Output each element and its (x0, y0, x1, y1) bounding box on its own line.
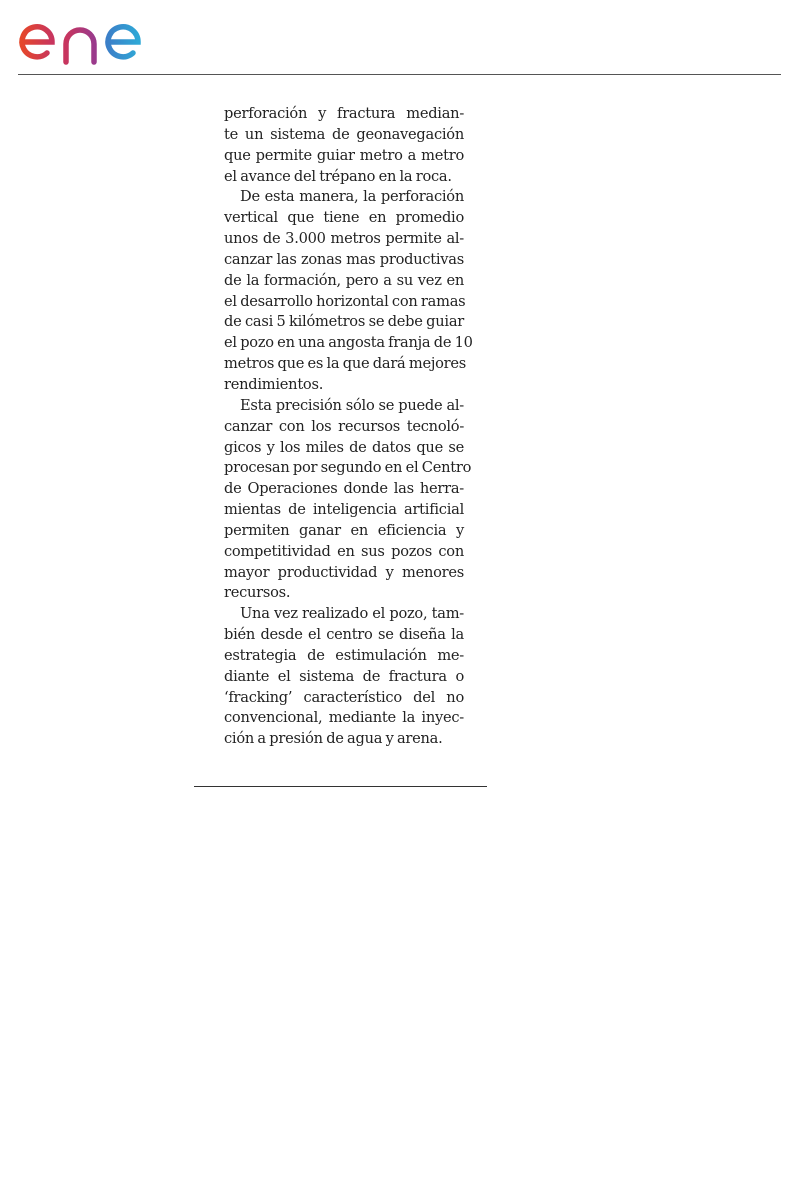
paragraph (224, 187, 473, 395)
header-divider (18, 74, 781, 75)
text-line: mientas de inteligencia artificial (224, 501, 464, 519)
text-line: de casi 5 kilómetros se debe guiar (224, 313, 464, 331)
text-line: de la formación, pero a su vez en (224, 271, 464, 289)
text-line: procesan por segundo en el Centro (224, 459, 472, 477)
enel-logo (16, 4, 182, 68)
text-line: que permite guiar metro a metro (224, 146, 464, 164)
paragraph (224, 604, 464, 750)
text-line: permiten ganar en eficiencia y (224, 521, 464, 539)
paragraph (224, 104, 464, 187)
article-column (224, 104, 473, 750)
text-line: gicos y los miles de datos que se (224, 438, 464, 456)
text-line: De esta manera, la perforación (240, 188, 464, 206)
text-line: estrategia de estimulación me- (224, 646, 464, 664)
text-line: canzar con los recursos tecnoló- (224, 417, 464, 435)
article-end-divider (194, 786, 487, 787)
paragraph (224, 396, 472, 604)
text-line: Esta precisión sólo se puede al- (240, 396, 464, 414)
text-line: competitividad en sus pozos con (224, 542, 464, 560)
text-line: rendimientos. (224, 375, 324, 393)
text-line: perforación y fractura median- (224, 105, 464, 122)
text-line: el pozo en una angosta franja de 10 (224, 334, 473, 352)
text-line: unos de 3.000 metros permite al- (224, 230, 464, 248)
text-line: bién desde el centro se diseña la (224, 626, 464, 644)
text-line: de Operaciones donde las herra- (224, 480, 464, 498)
text-line: Una vez realizado el pozo, tam- (240, 605, 464, 623)
text-line: ‘fracking’ característico del no (224, 688, 464, 706)
text-line: recursos. (224, 584, 291, 602)
text-line: el desarrollo horizontal con ramas (224, 292, 466, 310)
text-line: metros que es la que dará mejores (224, 355, 467, 373)
text-line: vertical que tiene en promedio (224, 209, 464, 227)
text-line: diante el sistema de fractura o (224, 667, 464, 685)
text-line: el avance del trépano en la roca. (224, 167, 452, 185)
text-line: convencional, mediante la inyec- (224, 709, 464, 727)
text-line: ción a presión de agua y arena. (224, 730, 443, 748)
text-line: mayor productividad y menores (224, 563, 464, 581)
text-line: te un sistema de geonavegación (224, 125, 464, 143)
text-line: canzar las zonas mas productivas (224, 250, 464, 268)
